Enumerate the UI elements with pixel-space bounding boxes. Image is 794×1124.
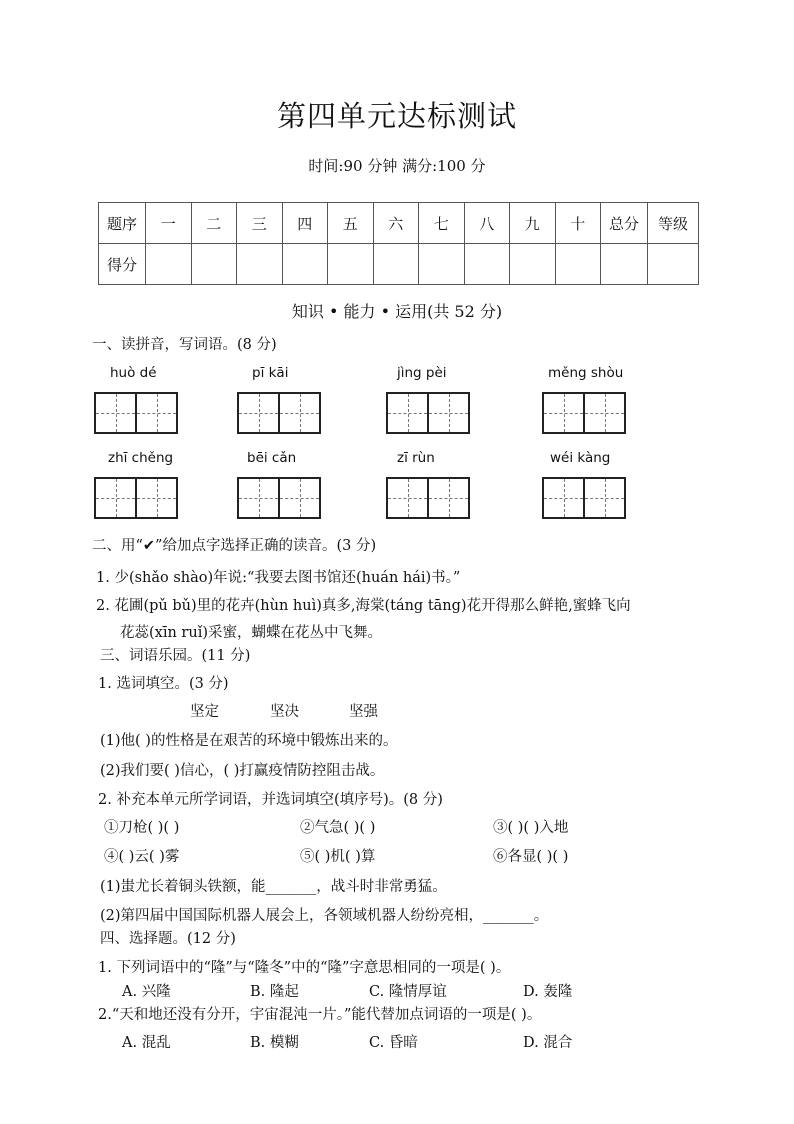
fill-sentence: (2)第四届中国国际机器人展会上，各领域机器人纷纷亮相，_______。 xyxy=(100,908,549,924)
score-cell[interactable] xyxy=(648,244,699,285)
header-cell: 九 xyxy=(510,203,556,244)
choice-option: A. 混乱 xyxy=(122,1035,171,1051)
pinyin-label: jìng pèi xyxy=(397,365,447,381)
pinyin-label: bēi cǎn xyxy=(247,450,297,466)
writing-box[interactable] xyxy=(542,392,626,434)
header-cell: 四 xyxy=(282,203,328,244)
choice-option: B. 模糊 xyxy=(250,1035,299,1051)
word-option: 坚强 xyxy=(349,704,378,720)
q2-item-2-cont: 花蕊(xīn ruǐ)采蜜，蝴蝶在花丛中飞舞。 xyxy=(120,625,382,641)
score-cell[interactable] xyxy=(191,244,237,285)
exam-time-info: 时间:90 分钟 满分:100 分 xyxy=(308,157,486,175)
writing-box[interactable] xyxy=(237,392,321,434)
writing-box[interactable] xyxy=(386,477,470,519)
idiom-item: ④( )云( )雾 xyxy=(104,849,180,865)
writing-box[interactable] xyxy=(237,477,321,519)
header-cell: 六 xyxy=(373,203,419,244)
fill-sentence: (1)他( )的性格是在艰苦的环境中锻炼出来的。 xyxy=(100,733,398,749)
choice-option: A. 兴隆 xyxy=(122,984,171,1000)
score-table xyxy=(98,202,699,285)
page-title: 第四单元达标测试 xyxy=(276,99,517,133)
header-cell: 题序 xyxy=(99,203,146,244)
score-cell[interactable] xyxy=(146,244,192,285)
q4-item-1: 1. 下列词语中的“隆”与“隆冬”中的“隆”字意思相同的一项是( )。 xyxy=(98,960,511,976)
header-cell: 二 xyxy=(191,203,237,244)
writing-box[interactable] xyxy=(542,477,626,519)
header-cell: 总分 xyxy=(601,203,648,244)
writing-box[interactable] xyxy=(94,392,178,434)
q3-sub-1: 1. 选词填空。(3 分) xyxy=(98,676,229,692)
choice-option: D. 轰隆 xyxy=(523,984,573,1000)
score-cell[interactable] xyxy=(510,244,556,285)
choice-option: C. 昏暗 xyxy=(369,1035,418,1051)
q3-title: 三、词语乐园。(11 分) xyxy=(100,648,251,664)
score-cell[interactable] xyxy=(419,244,465,285)
header-cell: 十 xyxy=(555,203,601,244)
pinyin-label: huò dé xyxy=(110,365,157,381)
row-label: 得分 xyxy=(99,244,146,285)
q2-item-1: 1. 少(shǎo shào)年说:“我要去图书馆还(huán hái)书。” xyxy=(96,570,461,586)
idiom-item: ③( )( )入地 xyxy=(493,820,569,836)
q3-sub-2: 2. 补充本单元所学词语，并选词填空(填序号)。(8 分) xyxy=(98,792,443,808)
choice-option: B. 隆起 xyxy=(250,984,299,1000)
idiom-item: ①刀枪( )( ) xyxy=(104,820,180,836)
score-cell[interactable] xyxy=(601,244,648,285)
pinyin-label: zī rùn xyxy=(397,450,435,466)
header-cell: 五 xyxy=(328,203,374,244)
writing-box[interactable] xyxy=(94,477,178,519)
q2-title: 二、用“✔”给加点字选择正确的读音。(3 分) xyxy=(92,538,377,554)
choice-option: D. 混合 xyxy=(523,1035,573,1051)
choice-option: C. 隆情厚谊 xyxy=(369,984,447,1000)
score-cell[interactable] xyxy=(464,244,510,285)
fill-sentence: (2)我们要( )信心，( )打赢疫情防控阻击战。 xyxy=(100,763,385,779)
header-cell: 等级 xyxy=(648,203,699,244)
pinyin-label: zhī chěng xyxy=(108,450,174,466)
idiom-item: ②气急( )( ) xyxy=(300,820,376,836)
word-option: 坚决 xyxy=(270,704,299,720)
score-cell[interactable] xyxy=(282,244,328,285)
q1-title: 一、读拼音，写词语。(8 分) xyxy=(92,337,277,353)
pinyin-label: pī kāi xyxy=(252,365,289,381)
fill-sentence: (1)蚩尤长着铜头铁额，能_______，战斗时非常勇猛。 xyxy=(100,879,447,895)
header-cell: 八 xyxy=(464,203,510,244)
idiom-item: ⑥各显( )( ) xyxy=(493,849,569,865)
pinyin-label: měng shòu xyxy=(548,365,624,381)
q4-item-2: 2.“天和地还没有分开，宇宙混沌一片。”能代替加点词语的一项是( )。 xyxy=(98,1007,542,1023)
header-cell: 一 xyxy=(146,203,192,244)
writing-box[interactable] xyxy=(386,392,470,434)
score-cell[interactable] xyxy=(237,244,283,285)
q2-item-2: 2. 花圃(pǔ bǔ)里的花卉(hùn huì)真多,海棠(táng tāng)花开得那么鲜艳,蜜蜂飞向 xyxy=(96,598,631,614)
q4-title: 四、选择题。(12 分) xyxy=(100,931,236,947)
score-table-header-row xyxy=(99,203,699,244)
word-option: 坚定 xyxy=(190,704,219,720)
score-table-score-row xyxy=(99,244,699,285)
idiom-item: ⑤( )机( )算 xyxy=(300,849,376,865)
score-cell[interactable] xyxy=(328,244,374,285)
pinyin-label: wéi kàng xyxy=(550,450,611,466)
header-cell: 三 xyxy=(237,203,283,244)
score-cell[interactable] xyxy=(555,244,601,285)
section-heading: 知识 • 能力 • 运用(共 52 分) xyxy=(291,302,503,321)
score-cell[interactable] xyxy=(373,244,419,285)
header-cell: 七 xyxy=(419,203,465,244)
